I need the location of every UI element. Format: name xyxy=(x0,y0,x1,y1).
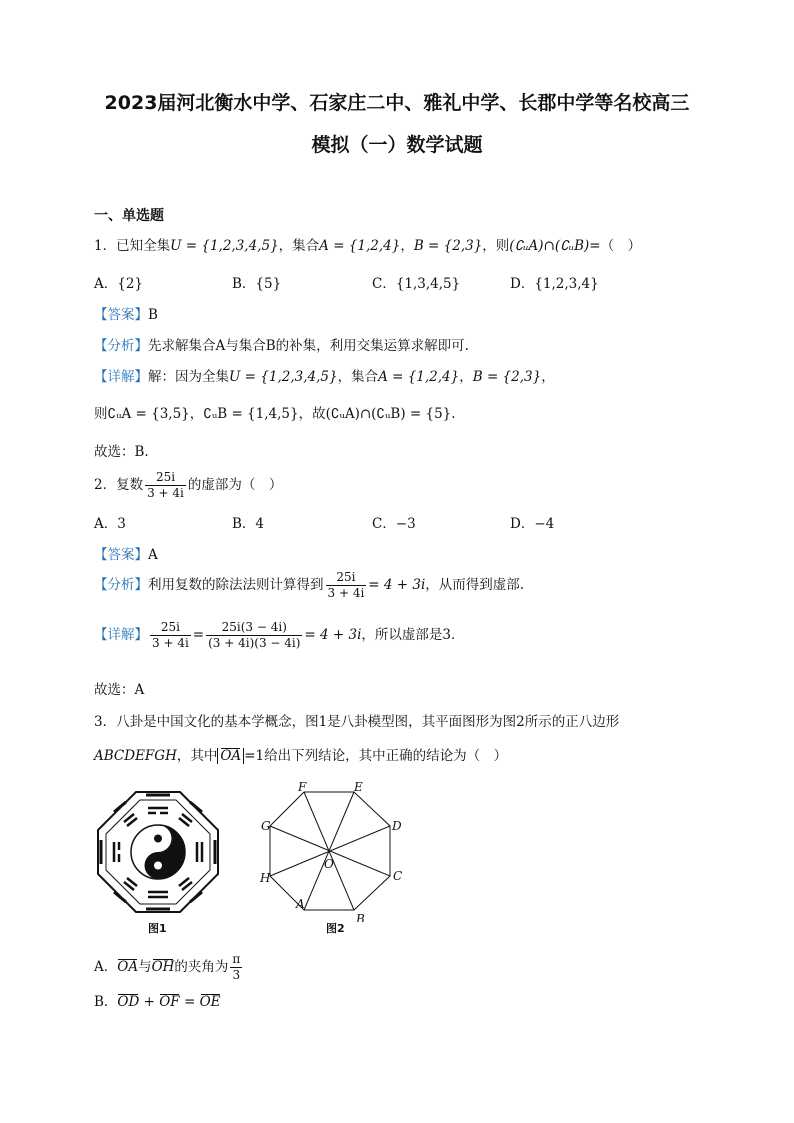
q1-detail-line1: 【详解】解：因为全集U = {1,2,3,4,5}，集合A = {1,2,4}，B = {2,3}， xyxy=(94,369,555,385)
q2-choose: 故选：A xyxy=(94,682,145,698)
q1-choose: 故选：B. xyxy=(94,444,149,460)
q1-option-c: C．{1,3,4,5} xyxy=(372,276,461,292)
regular-octagon-diagram xyxy=(258,780,406,922)
q1-analysis: 【分析】先求解集合A与集合B的补集，利用交集运算求解即可. xyxy=(94,338,469,354)
q1-option-b: B．{5} xyxy=(232,276,282,292)
section-heading: 一、单选题 xyxy=(94,208,164,224)
q2-stem: 2．复数 $\frac{25i}{3 + 4i}$ 的虚部为（ ） xyxy=(94,470,283,500)
q1-option-a: A．{2} xyxy=(94,276,144,292)
q2-fraction: $\frac{25i}{3 + 4i}$ xyxy=(147,470,184,500)
label-g: G xyxy=(261,819,271,833)
q2-option-b: B．4 xyxy=(232,516,265,532)
q2-option-c: C．−3 xyxy=(372,516,416,532)
q1-answer: 【答案】B xyxy=(94,307,158,323)
q1-option-d: D．{1,2,3,4} xyxy=(510,276,599,292)
label-f: F xyxy=(298,780,307,794)
q2-option-d: D．−4 xyxy=(510,516,555,532)
label-o: O xyxy=(324,857,334,871)
q1-detail-line2: 则∁ᵤA = {3,5}，∁ᵤB = {1,4,5}，故(∁ᵤA)∩(∁ᵤB) = {5}. xyxy=(94,406,456,422)
q2-answer: 【答案】A xyxy=(94,547,158,563)
q2-detail: 【详解】 $\frac{25i}{3 + 4i}$ = $\frac{25i(3 - 4i)}{(3 + 4i)(3 - 4i)}$ = 4 + 3i，所以虚部是3． xyxy=(94,620,465,650)
label-c: C xyxy=(393,869,403,883)
figure2-caption: 图2 xyxy=(326,922,345,935)
bagua-yin-yang-figure xyxy=(96,790,220,914)
figure1-caption: 图1 xyxy=(148,922,167,935)
label-a: A xyxy=(296,897,305,911)
q3-option-a: A．OA与OH的夹角为 $\frac{\pi}{3}$ xyxy=(94,952,241,982)
q2-option-a: A．3 xyxy=(94,516,126,532)
q2-analysis: 【分析】利用复数的除法法则计算得到 $\frac{25i}{3 + 4i}$ = 4 + 3i，从而得到虚部. xyxy=(94,570,525,600)
label-b: B xyxy=(356,912,365,922)
q3-stem-line1: 3．八卦是中国文化的基本学概念，图1是八卦模型图，其平面图形为图2所示的正八边形 xyxy=(94,714,620,730)
q1-stem: 1．已知全集U = {1,2,3,4,5}，集合A = {1,2,4}，B = {2,3}，则(∁ᵤA)∩(∁ᵤB)=（ ） xyxy=(94,238,642,254)
page-title-line1: 2023届河北衡水中学、石家庄二中、雅礼中学、长郡中学等名校高三 xyxy=(104,92,690,114)
q3-option-b: B．OD + OF = OE xyxy=(94,994,221,1010)
label-d: D xyxy=(392,819,402,833)
label-h: H xyxy=(260,871,271,885)
label-e: E xyxy=(354,780,363,794)
q3-stem-line2: ABCDEFGH，其中 OA =1给出下列结论，其中正确的结论为（ ） xyxy=(94,748,508,764)
page-title-line2: 模拟（一）数学试题 xyxy=(311,134,483,156)
